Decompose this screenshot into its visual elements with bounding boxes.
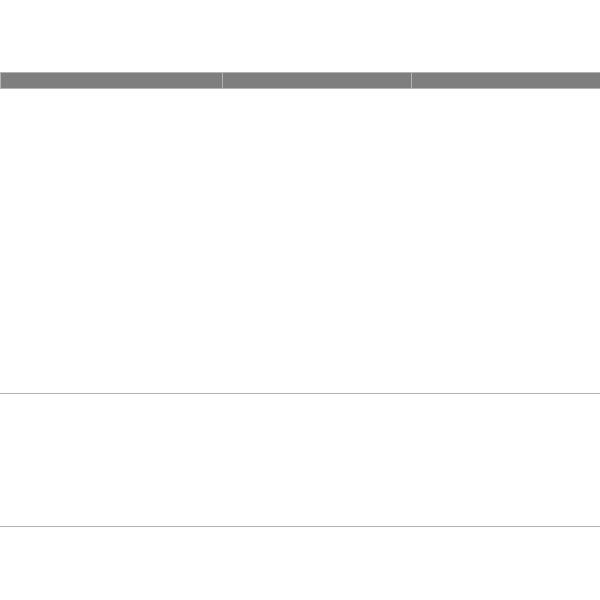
polar-intensity-chart [0,405,290,523]
luminaire-details-header [1,73,223,89]
spec-table [0,72,600,89]
section-header-row [1,73,600,89]
driver-details-header [412,73,600,89]
led-details-header [223,73,412,89]
illuminance-cone-chart [310,395,550,525]
